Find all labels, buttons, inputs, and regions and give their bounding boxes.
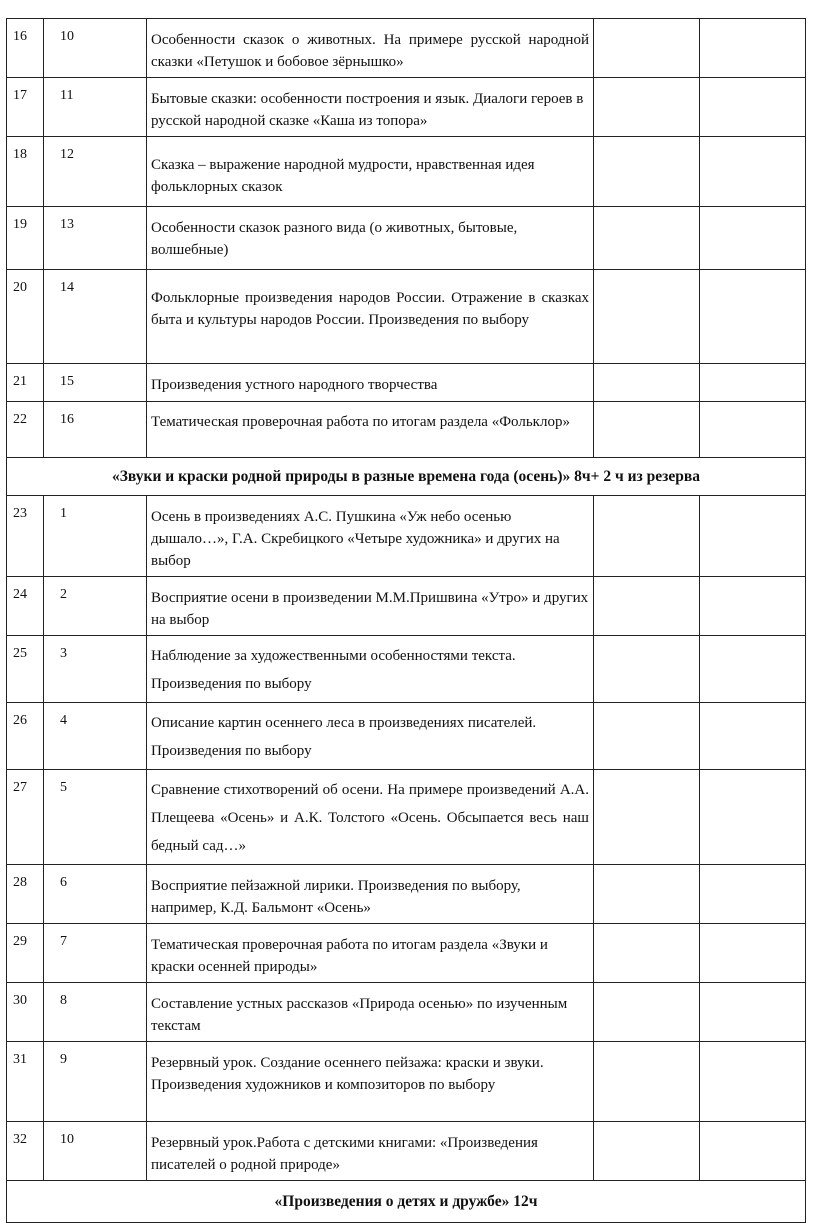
date-plan-cell: [594, 577, 700, 636]
row-number: 25: [7, 636, 44, 703]
table-row: [7, 1122, 806, 1181]
date-fact-cell: [700, 1042, 806, 1122]
date-fact-cell: [700, 636, 806, 703]
row-number: 19: [7, 207, 44, 270]
table-row: [7, 636, 806, 703]
section-lesson-number: 12: [44, 137, 147, 207]
lesson-topic: Произведения устного народного творчества: [147, 364, 594, 402]
table-row: [7, 577, 806, 636]
table-row: [7, 703, 806, 770]
section-header-row: [7, 1181, 806, 1223]
date-plan-cell: [594, 78, 700, 137]
lesson-topic: Бытовые сказки: особенности построения и язык. Диалоги героев в русской народной сказке «Каша из топора»: [147, 78, 594, 137]
date-plan-cell: [594, 270, 700, 364]
table-row: [7, 924, 806, 983]
date-fact-cell: [700, 137, 806, 207]
date-fact-cell: [700, 19, 806, 78]
date-fact-cell: [700, 496, 806, 577]
date-plan-cell: [594, 636, 700, 703]
table-row: [7, 78, 806, 137]
row-number: 22: [7, 402, 44, 458]
lesson-topic: Особенности сказок о животных. На примере русской народной сказки «Петушок и бобовое зёрнышко»: [147, 19, 594, 78]
section-lesson-number: 15: [44, 364, 147, 402]
date-fact-cell: [700, 924, 806, 983]
row-number: 28: [7, 865, 44, 924]
section-lesson-number: 16: [44, 402, 147, 458]
row-number: 18: [7, 137, 44, 207]
section-lesson-number: 1: [44, 496, 147, 577]
section-lesson-number: 6: [44, 865, 147, 924]
lesson-topic: Сравнение стихотворений об осени. На примере произведений А.А. Плещеева «Осень» и А.К. Толстого «Осень. Обсыпается весь наш бедный сад…»: [147, 770, 594, 865]
table-row: [7, 983, 806, 1042]
table-row: [7, 402, 806, 458]
date-fact-cell: [700, 703, 806, 770]
date-fact-cell: [700, 402, 806, 458]
table-row: [7, 770, 806, 865]
date-plan-cell: [594, 1042, 700, 1122]
row-number: 17: [7, 78, 44, 137]
lesson-topic: Сказка – выражение народной мудрости, нравственная идея фольклорных сказок: [147, 137, 594, 207]
date-plan-cell: [594, 402, 700, 458]
date-plan-cell: [594, 924, 700, 983]
section-lesson-number: 13: [44, 207, 147, 270]
section-title-autumn: «Звуки и краски родной природы в разные времена года (осень)» 8ч+ 2 ч из резерва: [7, 458, 806, 496]
section-lesson-number: 9: [44, 1042, 147, 1122]
table-row: [7, 270, 806, 364]
lesson-topic: Осень в произведениях А.С. Пушкина «Уж небо осенью дышало…», Г.А. Скребицкого «Четыре художника» и других на выбор: [147, 496, 594, 577]
section-lesson-number: 10: [44, 19, 147, 78]
table-row: [7, 207, 806, 270]
section-lesson-number: 10: [44, 1122, 147, 1181]
date-fact-cell: [700, 207, 806, 270]
date-fact-cell: [700, 1122, 806, 1181]
row-number: 29: [7, 924, 44, 983]
date-plan-cell: [594, 364, 700, 402]
row-number: 30: [7, 983, 44, 1042]
date-plan-cell: [594, 137, 700, 207]
section-header-row: [7, 458, 806, 496]
lesson-topic: Восприятие пейзажной лирики. Произведения по выбору, например, К.Д. Бальмонт «Осень»: [147, 865, 594, 924]
section-lesson-number: 8: [44, 983, 147, 1042]
date-plan-cell: [594, 770, 700, 865]
date-plan-cell: [594, 983, 700, 1042]
section-lesson-number: 11: [44, 78, 147, 137]
row-number: 32: [7, 1122, 44, 1181]
section-lesson-number: 2: [44, 577, 147, 636]
lesson-topic: Резервный урок.Работа с детскими книгами: «Произведения писателей о родной природе»: [147, 1122, 594, 1181]
lesson-plan-table: [6, 18, 806, 1223]
row-number: 26: [7, 703, 44, 770]
table-row: [7, 19, 806, 78]
lesson-topic: Составление устных рассказов «Природа осенью» по изученным текстам: [147, 983, 594, 1042]
date-fact-cell: [700, 270, 806, 364]
date-fact-cell: [700, 983, 806, 1042]
row-number: 24: [7, 577, 44, 636]
date-plan-cell: [594, 496, 700, 577]
lesson-topic: Тематическая проверочная работа по итогам раздела «Фольклор»: [147, 402, 594, 458]
lesson-topic: Восприятие осени в произведении М.М.Пришвина «Утро» и других на выбор: [147, 577, 594, 636]
lesson-topic: Наблюдение за художественными особенностями текста. Произведения по выбору: [147, 636, 594, 703]
date-plan-cell: [594, 207, 700, 270]
section-lesson-number: 5: [44, 770, 147, 865]
row-number: 21: [7, 364, 44, 402]
lesson-topic: Тематическая проверочная работа по итогам раздела «Звуки и краски осенней природы»: [147, 924, 594, 983]
row-number: 20: [7, 270, 44, 364]
table-row: [7, 865, 806, 924]
table-row: [7, 137, 806, 207]
section-lesson-number: 7: [44, 924, 147, 983]
table-row: [7, 496, 806, 577]
row-number: 16: [7, 19, 44, 78]
date-fact-cell: [700, 865, 806, 924]
section-lesson-number: 3: [44, 636, 147, 703]
date-plan-cell: [594, 865, 700, 924]
section-lesson-number: 4: [44, 703, 147, 770]
date-fact-cell: [700, 577, 806, 636]
row-number: 27: [7, 770, 44, 865]
date-fact-cell: [700, 364, 806, 402]
section-lesson-number: 14: [44, 270, 147, 364]
lesson-topic: Резервный урок. Создание осеннего пейзажа: краски и звуки. Произведения художников и композиторов по выбору: [147, 1042, 594, 1122]
lesson-plan-sheet: [6, 18, 805, 1210]
lesson-topic: Описание картин осеннего леса в произведениях писателей. Произведения по выбору: [147, 703, 594, 770]
date-plan-cell: [594, 19, 700, 78]
table-row: [7, 364, 806, 402]
date-fact-cell: [700, 770, 806, 865]
date-plan-cell: [594, 703, 700, 770]
table-row: [7, 1042, 806, 1122]
lesson-topic: Особенности сказок разного вида (о животных, бытовые, волшебные): [147, 207, 594, 270]
row-number: 23: [7, 496, 44, 577]
date-fact-cell: [700, 78, 806, 137]
date-plan-cell: [594, 1122, 700, 1181]
section-title-children: «Произведения о детях и дружбе» 12ч: [7, 1181, 806, 1223]
row-number: 31: [7, 1042, 44, 1122]
lesson-topic: Фольклорные произведения народов России. Отражение в сказках быта и культуры народов России. Произведения по выбору: [147, 270, 594, 364]
